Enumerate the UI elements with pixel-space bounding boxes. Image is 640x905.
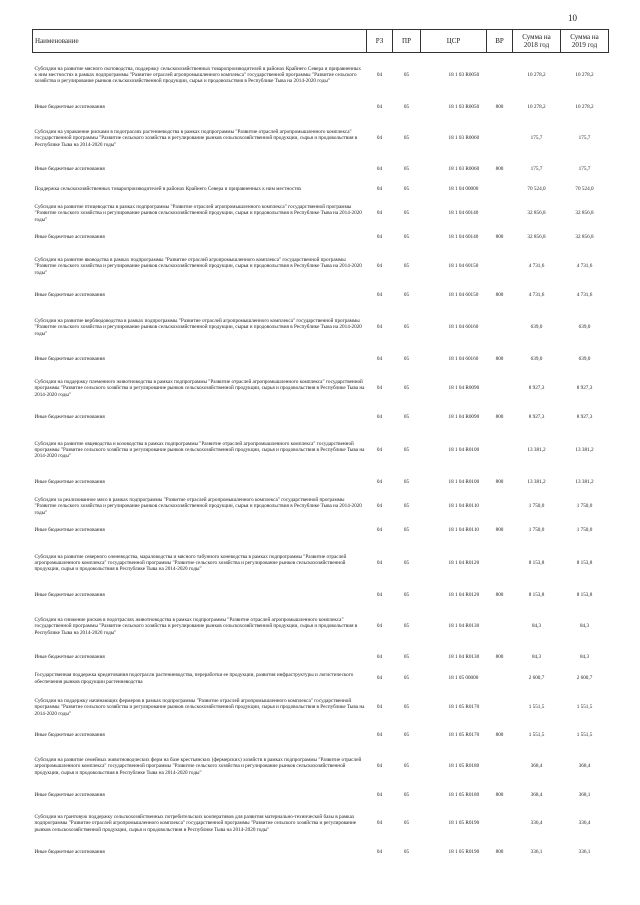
row-sum-2018: 1 551,5	[528, 732, 545, 739]
row-sum-2018: 175,7	[530, 135, 543, 142]
row-csr: 18 1 04 R0110	[448, 527, 480, 534]
row-vr	[487, 493, 513, 521]
row-vr	[487, 118, 513, 160]
table-row	[33, 306, 609, 350]
row-rz: 04	[376, 623, 383, 630]
header-sum-2018: Сумма на 2018 год	[513, 30, 561, 53]
row-name: Иные бюджетные ассигнования	[34, 479, 105, 486]
row-rz: 04	[376, 654, 383, 661]
row-pr: 05	[403, 559, 410, 566]
row-vr	[487, 746, 513, 788]
table-row	[33, 118, 609, 160]
page-number: 10	[568, 13, 577, 23]
row-csr: 18 1 04 R0090	[448, 385, 480, 392]
row-sum-2019: 4 731,6	[576, 263, 593, 270]
row-vr	[487, 370, 513, 408]
row-name: Иные бюджетные ассигнования	[34, 654, 105, 661]
row-name: Иные бюджетные ассигнования	[34, 104, 105, 111]
header-name: Наименование	[33, 30, 367, 53]
row-sum-2018: 1 750,0	[528, 503, 545, 510]
table-row	[33, 804, 609, 844]
row-rz: 04	[376, 704, 383, 711]
row-csr: 18 1 04 00000	[448, 186, 479, 193]
row-name: Субсидии за реализованное мясо в рамках подпрограммы "Развитие отраслей агропромышленного комплекса" государственной программы "Развитие сельского хозяйства и регулирование рынков сельскохозяйственной продукции, сырья и продовольствия в Республике Тыва на 2014-2020 годы"	[34, 497, 362, 516]
row-sum-2019: 175,7	[578, 135, 591, 142]
row-pr: 05	[403, 186, 410, 193]
row-csr: 18 1 04 R0130	[448, 654, 480, 661]
row-pr: 05	[403, 292, 410, 299]
row-sum-2019: 70 524,0	[575, 186, 594, 193]
table-row	[33, 648, 609, 668]
row-pr: 05	[403, 479, 410, 486]
table-row	[33, 473, 609, 493]
row-vr	[487, 306, 513, 350]
row-rz: 04	[376, 186, 383, 193]
row-sum-2019: 639,0	[578, 324, 591, 331]
row-rz: 04	[376, 527, 383, 534]
row-name: Субсидии на развитие мясного скотоводства, поддержку сельскохозяйственных товаропроизводителей в районах Крайнего Севера и приравненных к ним местностях в рамках подпрограммы "Развитие отраслей агропромышленного комплекса" государственной программы "Развитие сельского хозяйства и регулирование рынков сельскохозяйственной продукции, сырья и продовольствия в Республике Тыва на 2014-2020 годы"	[34, 65, 361, 85]
row-csr: 18 1 04 R0090	[448, 414, 480, 421]
row-pr: 05	[403, 503, 410, 510]
row-pr: 05	[403, 704, 410, 711]
row-name: Субсидии на развитие северного оленеводства, мараловодства и мясного табунного коневодства в рамках подпрограммы "Развитие отраслей агропромышленного комплекса" государственной программы "Развитие сельского хозяйства и регулирование рынков сельскохозяйственной продукции, сырья и продовольствия в Республике Тыва на 2014-2020 годы"	[34, 553, 347, 573]
row-sum-2019: 10 278,2	[575, 104, 594, 111]
row-sum-2018: 8 927,3	[528, 385, 545, 392]
row-rz: 04	[376, 592, 383, 599]
row-sum-2019: 84,3	[579, 654, 590, 661]
row-csr: 18 1 05 R0170	[448, 704, 480, 711]
table-header-row	[33, 30, 609, 53]
row-vr: 800	[495, 292, 504, 299]
row-sum-2018: 8 153,8	[528, 559, 545, 566]
row-csr: 18 1 04 R0120	[448, 559, 480, 566]
row-vr: 800	[495, 732, 504, 739]
row-sum-2019: 4 731,6	[576, 292, 593, 299]
row-rz: 04	[376, 210, 383, 217]
row-sum-2019: 1 750,0	[576, 503, 593, 510]
row-name: Субсидии на развитие семейных животноводческих ферм на базе крестьянских (фермерских) хозяйств в рамках подпрограммы "Развитие отраслей агропромышленного комплекса" государственной программы "Развитие сельского хозяйства и регулирование рынков сельскохозяйственной продукции, сырья и продовольствия в Республике Тыва на 2014-2020 годы"	[34, 757, 362, 776]
row-name: Иные бюджетные ассигнования	[34, 792, 105, 799]
row-csr: 18 1 03 R0050	[448, 104, 480, 111]
row-sum-2019: 8 927,3	[576, 414, 593, 421]
row-pr: 05	[403, 446, 410, 453]
row-csr: 18 1 05 R0190	[448, 820, 480, 827]
row-rz: 04	[376, 135, 383, 142]
row-sum-2018: 13 381,2	[527, 479, 546, 486]
row-rz: 04	[376, 479, 383, 486]
row-sum-2019: 368,1	[578, 792, 591, 799]
row-sum-2018: 4 731,6	[528, 263, 545, 270]
row-sum-2018: 1 551,5	[528, 704, 545, 711]
row-csr: 18 1 04 R0120	[448, 592, 480, 599]
row-sum-2019: 84,3	[579, 623, 590, 630]
row-sum-2018: 8 153,8	[528, 592, 545, 599]
row-sum-2019: 336,1	[578, 849, 591, 856]
row-vr: 800	[495, 592, 504, 599]
row-name: Государственная поддержка кредитования подотрасли растениеводства, переработки ее продукции, развития инфраструктуры и логистического обеспечения рынков продукции растениеводства	[34, 672, 354, 685]
row-rz: 04	[376, 324, 383, 331]
row-rz: 04	[376, 503, 383, 510]
row-sum-2019: 336,4	[578, 820, 591, 827]
table-body	[33, 53, 609, 862]
row-sum-2019: 639,0	[578, 356, 591, 363]
row-sum-2019: 13 381,2	[575, 479, 594, 486]
row-pr: 05	[403, 623, 410, 630]
row-pr: 05	[403, 763, 410, 770]
row-rz: 04	[376, 263, 383, 270]
table-row	[33, 586, 609, 606]
row-name: Иные бюджетные ассигнования	[34, 849, 105, 856]
row-pr: 05	[403, 414, 410, 421]
table-row	[33, 690, 609, 726]
row-rz: 04	[376, 292, 383, 299]
row-pr: 05	[403, 210, 410, 217]
row-sum-2018: 70 524,0	[527, 186, 546, 193]
row-sum-2018: 336,1	[530, 849, 543, 856]
row-sum-2018: 336,4	[530, 820, 543, 827]
table-row	[33, 746, 609, 788]
row-sum-2019: 32 856,8	[575, 234, 594, 241]
row-rz: 04	[376, 792, 383, 799]
table-row	[33, 668, 609, 690]
row-csr: 18 1 04 R0130	[448, 623, 480, 630]
row-rz: 04	[376, 72, 383, 79]
row-name: Субсидии на поддержку начинающих фермеров в рамках подпрограммы "Развитие отраслей агропромышленного комплекса" государственной программы "Развитие сельского хозяйства и регулирование рынков сельскохозяйственной продукции, сырья и продовольствия в Республике Тыва на 2014-2020 годы"	[34, 698, 365, 717]
row-pr: 05	[403, 135, 410, 142]
budget-table	[32, 29, 609, 862]
header-rz: РЗ	[367, 30, 393, 53]
row-sum-2018: 4 731,6	[528, 292, 545, 299]
row-vr: 800	[495, 527, 504, 534]
row-vr: 800	[495, 104, 504, 111]
row-sum-2019: 1 551,5	[576, 732, 593, 739]
row-name: Поддержка сельскохозяйственных товаропроизводителей в районах Крайнего Севера и приравненных к ним местностях	[34, 186, 302, 193]
row-sum-2018: 84,3	[531, 623, 542, 630]
row-csr: 18 1 05 R0180	[448, 792, 480, 799]
row-sum-2018: 639,0	[530, 324, 543, 331]
table-row	[33, 248, 609, 286]
row-sum-2019: 1 750,0	[576, 527, 593, 534]
row-pr: 05	[403, 234, 410, 241]
row-csr: 18 1 05 R0190	[448, 849, 480, 856]
header-vr: ВР	[487, 30, 513, 53]
row-sum-2018: 10 278,2	[527, 72, 546, 79]
row-sum-2018: 639,0	[530, 356, 543, 363]
row-csr: 18 1 04 60160	[448, 324, 479, 331]
row-vr: 800	[495, 654, 504, 661]
row-vr	[487, 690, 513, 726]
table-row	[33, 844, 609, 862]
row-rz: 04	[376, 104, 383, 111]
row-name: Иные бюджетные ассигнования	[34, 234, 105, 241]
table-row	[33, 521, 609, 541]
row-csr: 18 1 04 R0100	[448, 446, 480, 453]
row-pr: 05	[403, 849, 410, 856]
table-row	[33, 286, 609, 306]
table-row	[33, 53, 609, 98]
row-rz: 04	[376, 166, 383, 173]
row-sum-2018: 32 856,8	[527, 234, 546, 241]
table-row	[33, 98, 609, 118]
table-row	[33, 606, 609, 648]
row-sum-2018: 368,4	[530, 792, 543, 799]
row-name: Субсидии на развитие птицеводства в рамках подпрограммы "Развитие отраслей агропромышленного комплекса" государственной программы "Развитие сельского хозяйства и регулирование рынков сельскохозяйственной продукции, сырья и продовольствия в Республике Тыва на 2014-2020 годы"	[34, 204, 362, 223]
row-csr: 18 1 05 R0180	[448, 763, 480, 770]
header-pr: ПР	[393, 30, 421, 53]
table-row	[33, 428, 609, 473]
row-name: Субсидии на поддержку племенного животноводства в рамках подпрограммы "Развитие отраслей агропромышленного комплекса" государственной программы "Развитие сельского хозяйства и регулирование рынков сельскохозяйственной продукции, сырья и продовольствия в Республике Тыва на 2014-2020 годы"	[34, 379, 365, 398]
row-pr: 05	[403, 263, 410, 270]
row-name: Иные бюджетные ассигнования	[34, 414, 105, 421]
row-name: Субсидии на снижение рисков в подотраслях животноводства в рамках подпрограммы "Развитие отраслей агропромышленного комплекса" государственной программы "Развитие сельского хозяйства и регулирование рынков сельскохозяйственной продукции, сырья и продовольствия в Республике Тыва на 2014-2020 годы"	[34, 617, 358, 636]
row-vr: 800	[495, 849, 504, 856]
row-sum-2018: 13 381,2	[527, 446, 546, 453]
row-vr	[487, 804, 513, 844]
row-vr: 800	[495, 792, 504, 799]
row-vr: 800	[495, 234, 504, 241]
row-csr: 18 1 03 R0060	[448, 135, 480, 142]
row-vr	[487, 668, 513, 690]
table-row	[33, 541, 609, 586]
row-vr	[487, 248, 513, 286]
table-row	[33, 493, 609, 521]
row-pr: 05	[403, 527, 410, 534]
row-rz: 04	[376, 446, 383, 453]
row-csr: 18 1 04 60160	[448, 356, 479, 363]
row-name: Субсидии на управление рисками в подотраслях растениеводства в рамках подпрограммы "Развитие отраслей агропромышленного комплекса" государственной программы "Развитие сельского хозяйства и регулирование рынков сельскохозяйственной продукции, сырья и продовольствия в Республике Тыва на 2014-2020 годы"	[34, 129, 358, 148]
row-csr: 18 1 05 00000	[448, 675, 479, 682]
row-sum-2018: 175,7	[530, 166, 543, 173]
row-pr: 05	[403, 675, 410, 682]
table-row	[33, 726, 609, 746]
row-rz: 04	[376, 356, 383, 363]
row-rz: 04	[376, 414, 383, 421]
row-pr: 05	[403, 356, 410, 363]
row-sum-2018: 32 856,8	[527, 210, 546, 217]
row-vr	[487, 428, 513, 473]
row-csr: 18 1 05 R0170	[448, 732, 480, 739]
row-csr: 18 1 03 R0060	[448, 166, 480, 173]
row-name: Иные бюджетные ассигнования	[34, 292, 105, 299]
row-name: Субсидии на грантовую поддержку сельскохозяйственных потребительских кооперативов для развития материально-технической базы в рамках подпрограммы "Развитие отраслей агропромышленного комплекса" государственной программы "Развитие сельского хозяйства и регулирование рынков сельскохозяйственной продукции, сырья и продовольствия в Республике Тыва на 2014-2020 годы"	[34, 814, 357, 833]
row-sum-2019: 8 927,3	[576, 385, 593, 392]
row-pr: 05	[403, 72, 410, 79]
row-name: Иные бюджетные ассигнования	[34, 592, 105, 599]
row-sum-2018: 8 927,3	[528, 414, 545, 421]
row-pr: 05	[403, 324, 410, 331]
row-sum-2018: 10 278,2	[527, 104, 546, 111]
row-sum-2019: 1 551,5	[576, 704, 593, 711]
row-vr: 800	[495, 479, 504, 486]
row-name: Иные бюджетные ассигнования	[34, 527, 105, 534]
table-row	[33, 228, 609, 248]
table-row	[33, 788, 609, 804]
row-sum-2019: 10 278,2	[575, 72, 594, 79]
table-row	[33, 350, 609, 370]
row-rz: 04	[376, 559, 383, 566]
row-rz: 04	[376, 849, 383, 856]
row-rz: 04	[376, 732, 383, 739]
row-name: Субсидии на развитие овцеводства и козоводства в рамках подпрограммы "Развитие отраслей агропромышленного комплекса" государственной программы "Развитие сельского хозяйства и регулирование рынков сельскохозяйственной продукции, сырья и продовольствия в Республике Тыва на 2014-2020 годы"	[34, 440, 365, 460]
row-sum-2018: 368,4	[530, 763, 543, 770]
row-csr: 18 1 04 60150	[448, 292, 479, 299]
row-sum-2019: 2 600,7	[576, 675, 593, 682]
row-sum-2018: 1 750,0	[528, 527, 545, 534]
row-sum-2019: 368,4	[578, 763, 591, 770]
row-pr: 05	[403, 732, 410, 739]
row-rz: 04	[376, 820, 383, 827]
row-name: Субсидии на развитие яководства в рамках подпрограммы "Развитие отраслей агропромышленного комплекса" государственной программы "Развитие сельского хозяйства и регулирование рынков сельскохозяйственной продукции, сырья и продовольствия в Республике Тыва на 2014-2020 годы"	[34, 257, 362, 276]
row-pr: 05	[403, 592, 410, 599]
header-sum-2019: Сумма на 2019 год	[561, 30, 609, 53]
row-sum-2019: 32 856,8	[575, 210, 594, 217]
row-pr: 05	[403, 820, 410, 827]
row-rz: 04	[376, 234, 383, 241]
row-name: Иные бюджетные ассигнования	[34, 166, 105, 173]
row-pr: 05	[403, 166, 410, 173]
row-csr: 18 1 04 60140	[448, 234, 479, 241]
table-row	[33, 408, 609, 428]
row-pr: 05	[403, 654, 410, 661]
row-name: Иные бюджетные ассигнования	[34, 732, 105, 739]
row-csr: 18 1 04 60140	[448, 210, 479, 217]
row-sum-2019: 8 153,8	[576, 592, 593, 599]
table-row	[33, 160, 609, 180]
row-name: Иные бюджетные ассигнования	[34, 356, 105, 363]
row-sum-2019: 13 381,2	[575, 446, 594, 453]
row-rz: 04	[376, 385, 383, 392]
header-csr: ЦСР	[421, 30, 487, 53]
row-rz: 04	[376, 675, 383, 682]
row-sum-2019: 175,7	[578, 166, 591, 173]
table-row	[33, 180, 609, 200]
row-rz: 04	[376, 763, 383, 770]
row-sum-2018: 2 600,7	[528, 675, 545, 682]
row-vr: 800	[495, 166, 504, 173]
table-row	[33, 200, 609, 228]
row-vr	[487, 606, 513, 648]
row-vr	[487, 180, 513, 200]
row-pr: 05	[403, 104, 410, 111]
row-vr	[487, 200, 513, 228]
row-pr: 05	[403, 792, 410, 799]
row-sum-2019: 8 153,8	[576, 559, 593, 566]
row-csr: 18 1 04 R0100	[448, 479, 480, 486]
row-vr: 800	[495, 414, 504, 421]
table-row	[33, 370, 609, 408]
row-vr	[487, 541, 513, 586]
row-csr: 18 1 04 R0110	[448, 503, 480, 510]
row-pr: 05	[403, 385, 410, 392]
row-vr: 800	[495, 356, 504, 363]
row-name: Субсидии на развитие верблюдоводства в рамках подпрограммы "Развитие отраслей агропромышленного комплекса" государственной программы "Развитие сельского хозяйства и регулирование рынков сельскохозяйственной продукции, сырья и продовольствия в Республике Тыва на 2014-2020 годы"	[34, 318, 362, 337]
row-sum-2018: 84,3	[531, 654, 542, 661]
row-csr: 18 1 04 60150	[448, 263, 479, 270]
row-csr: 18 1 03 R0050	[448, 72, 480, 79]
row-vr	[487, 53, 513, 98]
